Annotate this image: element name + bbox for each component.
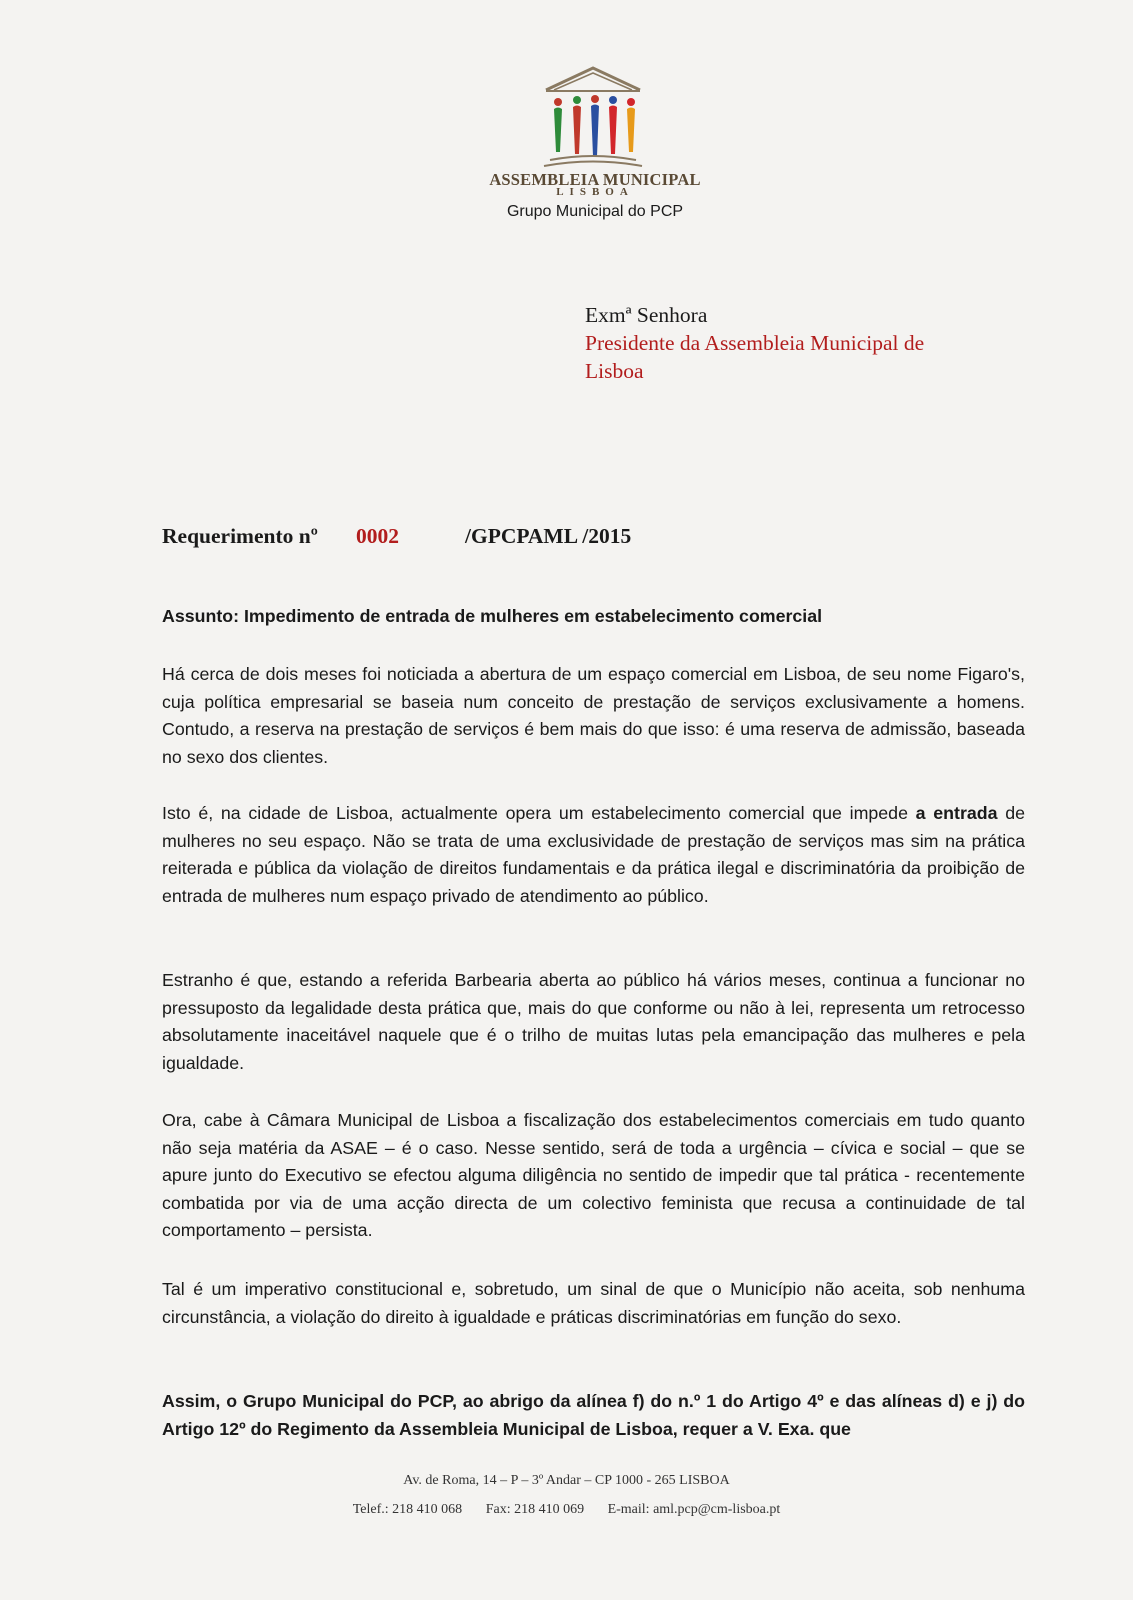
paragraph-2-text-b: de mulheres no seu espaço. Não se trata de uma exclusividade de prestação de serviços mas sim na prática reiterada e pública da violação de direitos fundamentais e da prática ilegal e discriminatória da proibição de entrada de mulheres num espaço privado de atendimento ao público. (162, 803, 1026, 906)
paragraph-1: Há cerca de dois meses foi noticiada a abertura de um espaço comercial em Lisboa, de seu nome Figaro's, cuja política empresarial se baseia num conceito de prestação de serviços exclusivamente a homens. Contudo, a reserva na prestação de serviços é bem mais do que isso: é uma reserva de admissão, baseada no sexo dos clientes. (162, 664, 1025, 767)
footer-address: Av. de Roma, 14 – P – 3º Andar – CP 1000 - 265 LISBOA (403, 1473, 730, 1488)
paragraph-2 (162, 800, 1025, 910)
paragraph-2-text-a: Isto é, na cidade de Lisboa, actualmente opera um estabelecimento comercial que impede (162, 803, 916, 823)
addressee-role-line2: Lisboa (585, 359, 644, 383)
logo-subtitle: LISBOA (556, 186, 634, 198)
paragraph-6: Assim, o Grupo Municipal do PCP, ao abrigo da alínea f) do n.º 1 do Artigo 4º e das alíneas d) e j) do Artigo 12º do Regimento da Assembleia Municipal de Lisboa, requer a V. Exa. que (162, 1391, 1025, 1439)
logo-title: ASSEMBLEIA MUNICIPAL (489, 170, 701, 189)
request-number: 0002 (356, 524, 399, 548)
footer-phone: Telef.: 218 410 068 (352, 1502, 463, 1517)
paragraph-2-bold: a entrada (915, 803, 998, 823)
paragraph-3: Estranho é que, estando a referida Barbearia aberta ao público há vários meses, continua a funcionar no pressuposto da legalidade desta prática que, mais do que conforme ou não à lei, representa um retrocesso absolutamente inaceitável naquele que é o trilho de muitas lutas pela emancipação das mulheres e pela igualdade. (162, 970, 1025, 1073)
paragraph-5: Tal é um imperativo constitucional e, sobretudo, um sinal de que o Município não aceita, sob nenhuma circunstância, a violação do direito à igualdade e práticas discriminatórias em função do sexo. (162, 1279, 1025, 1327)
footer-email: E-mail: aml.pcp@cm-lisboa.pt (607, 1502, 781, 1517)
addressee-block (585, 301, 1005, 385)
footer-contacts (0, 1502, 1133, 1518)
footer-fax: Fax: 218 410 069 (485, 1502, 585, 1517)
request-reference: /GPCPAML /2015 (465, 524, 632, 548)
paragraph-4: Ora, cabe à Câmara Municipal de Lisboa a fiscalização dos estabelecimentos comerciais em tudo quanto não seja matéria da ASAE – é o caso. Nesse sentido, será de toda a urgência – cívica e social – que se apure junto do Executivo se efectou alguma diligência no sentido de impedir que tal prática - recentemente combatida por via de uma acção directa de um colectivo feminista que recusa a continuidade de tal comportamento – persista. (162, 1110, 1025, 1240)
group-name: Grupo Municipal do PCP (506, 203, 684, 220)
addressee-greeting: Exmª Senhora (585, 303, 708, 327)
addressee-role-line1: Presidente da Assembleia Municipal de (585, 331, 925, 355)
request-label: Requerimento nº (162, 524, 318, 548)
assembleia-logo-icon (538, 64, 648, 169)
subject-line: Assunto: Impedimento de entrada de mulheres em estabelecimento comercial (162, 606, 823, 626)
